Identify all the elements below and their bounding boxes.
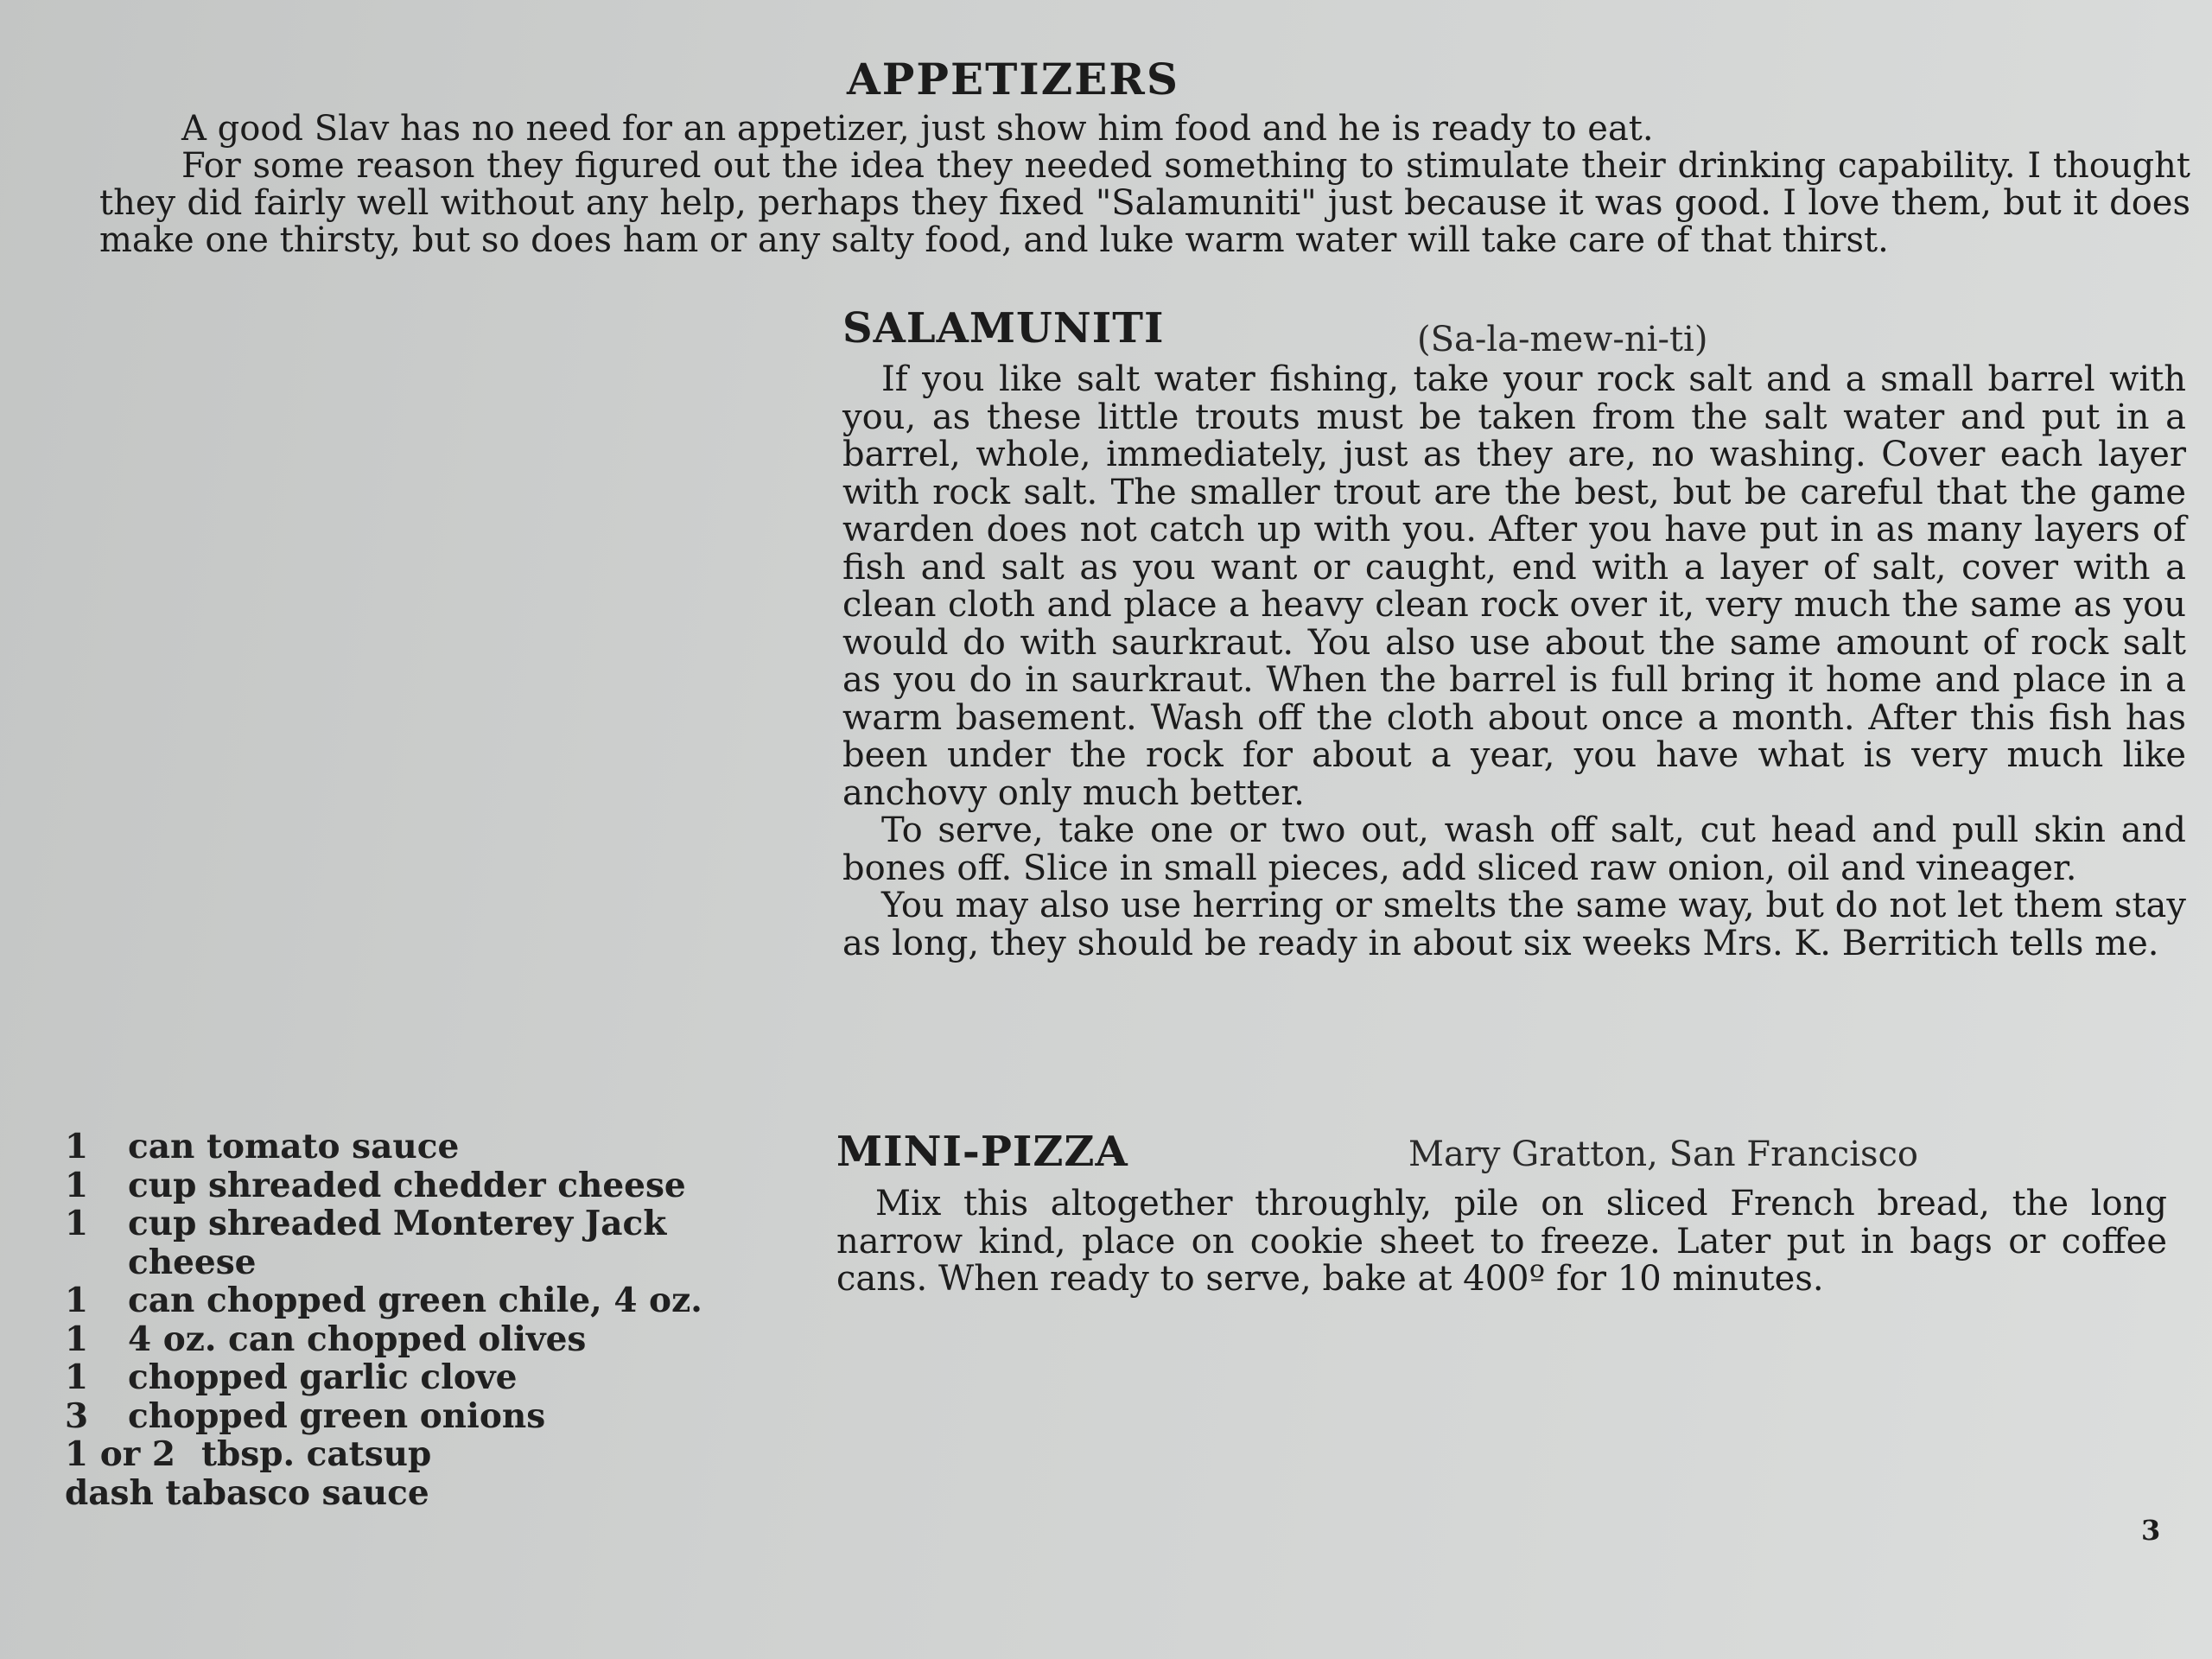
ingredient-name: cup shreaded chedder cheese bbox=[128, 1165, 686, 1205]
ingredient-qty: 1 bbox=[65, 1281, 89, 1320]
ingredient-item bbox=[65, 1474, 739, 1513]
intro-text bbox=[99, 111, 2190, 259]
ingredient-name: chopped garlic clove bbox=[128, 1357, 518, 1397]
ingredient-name: dash tabasco sauce bbox=[65, 1472, 429, 1513]
salamuniti-paragraph-1: If you like salt water fishing, take your rock salt and a small barrel with you, as these little trouts must be taken from the salt water and put in a barrel, whole, immediately, just as they are, no washing. Cover each layer with rock salt. The smaller trout are the best, but be careful that the game warden does not catch up with you. After you have put in as many layers of fish and salt as you want or caught, end with a layer of salt, cover with a clean cloth and place a heavy clean rock over it, very much the same as you would do with saurkraut. You also use about the same amount of rock salt as you do in saurkraut. When the barrel is full bring it home and place in a warm basement. Wash off the cloth about once a month. After this fish has been under the rock for about a year, you have what is very much like anchovy only much better. bbox=[842, 359, 2186, 813]
ingredient-name: can chopped green chile, 4 oz. bbox=[128, 1281, 702, 1320]
ingredient-name: can tomato sauce bbox=[128, 1127, 460, 1166]
ingredient-qty: 1 bbox=[65, 1165, 89, 1205]
ingredient-item bbox=[65, 1358, 739, 1397]
salamuniti-title: SALAMUNITI bbox=[842, 304, 1165, 353]
ingredient-name: 4 oz. can chopped olives bbox=[128, 1319, 587, 1359]
salamuniti-body bbox=[842, 361, 2186, 963]
salamuniti-paragraph-3: You may also use herring or smelts the same way, but do not let them stay as long, they should be ready in about six weeks Mrs. K. Berritich tells me. bbox=[842, 886, 2186, 963]
ingredient-item bbox=[65, 1128, 739, 1166]
mini-pizza-title: MINI-PIZZA bbox=[836, 1128, 1128, 1176]
salamuniti-paragraph-2: To serve, take one or two out, wash off salt, cut head and pull skin and bones off. Slice in small pieces, add sliced raw onion, oil and vineager. bbox=[842, 810, 2186, 888]
ingredient-qty: 1 or 2 bbox=[65, 1434, 175, 1474]
ingredient-name: cup shreaded Monterey Jack cheese bbox=[128, 1204, 667, 1282]
intro-paragraph-1: A good Slav has no need for an appetizer, just show him food and he is ready to eat. bbox=[181, 109, 1654, 149]
ingredient-name: chopped green onions bbox=[128, 1395, 546, 1436]
ingredient-qty: 1 bbox=[65, 1357, 89, 1397]
ingredient-item bbox=[65, 1397, 739, 1436]
ingredient-item bbox=[65, 1435, 739, 1474]
ingredient-item bbox=[65, 1320, 739, 1359]
intro-paragraph-2: For some reason they figured out the idea they needed something to stimulate their drinking capability. I thought they did fairly well without any help, perhaps they fixed "Salamuniti" just because it was good. I love them, but it does make one thirsty, but so does ham or any salty food, and luke warm water will take care of that thirst. bbox=[99, 146, 2190, 260]
ingredient-item bbox=[65, 1205, 739, 1281]
section-title: APPETIZERS bbox=[847, 54, 1179, 105]
ingredient-item bbox=[65, 1166, 739, 1205]
ingredient-qty: 1 bbox=[65, 1319, 89, 1359]
ingredient-name: tbsp. catsup bbox=[201, 1434, 432, 1474]
salamuniti-pronunciation: (Sa-la-mew-ni-ti) bbox=[1417, 320, 1708, 359]
mini-pizza-contributor: Mary Gratton, San Francisco bbox=[1408, 1135, 1918, 1174]
mini-pizza-instructions: Mix this altogether throughly, pile on sliced French bread, the long narrow kind, place on cookie sheet to freeze. Later put in bags or coffee cans. When ready to serve, bake at 400º for 10 minutes. bbox=[836, 1184, 2167, 1299]
page-number: 3 bbox=[2141, 1514, 2161, 1547]
ingredient-qty: 1 bbox=[65, 1127, 89, 1166]
ingredient-qty: 1 bbox=[65, 1204, 89, 1243]
ingredient-item bbox=[65, 1281, 739, 1320]
ingredient-qty: 3 bbox=[65, 1395, 89, 1436]
mini-pizza-ingredient-list bbox=[65, 1128, 739, 1512]
mini-pizza-instructions-block bbox=[836, 1185, 2167, 1299]
